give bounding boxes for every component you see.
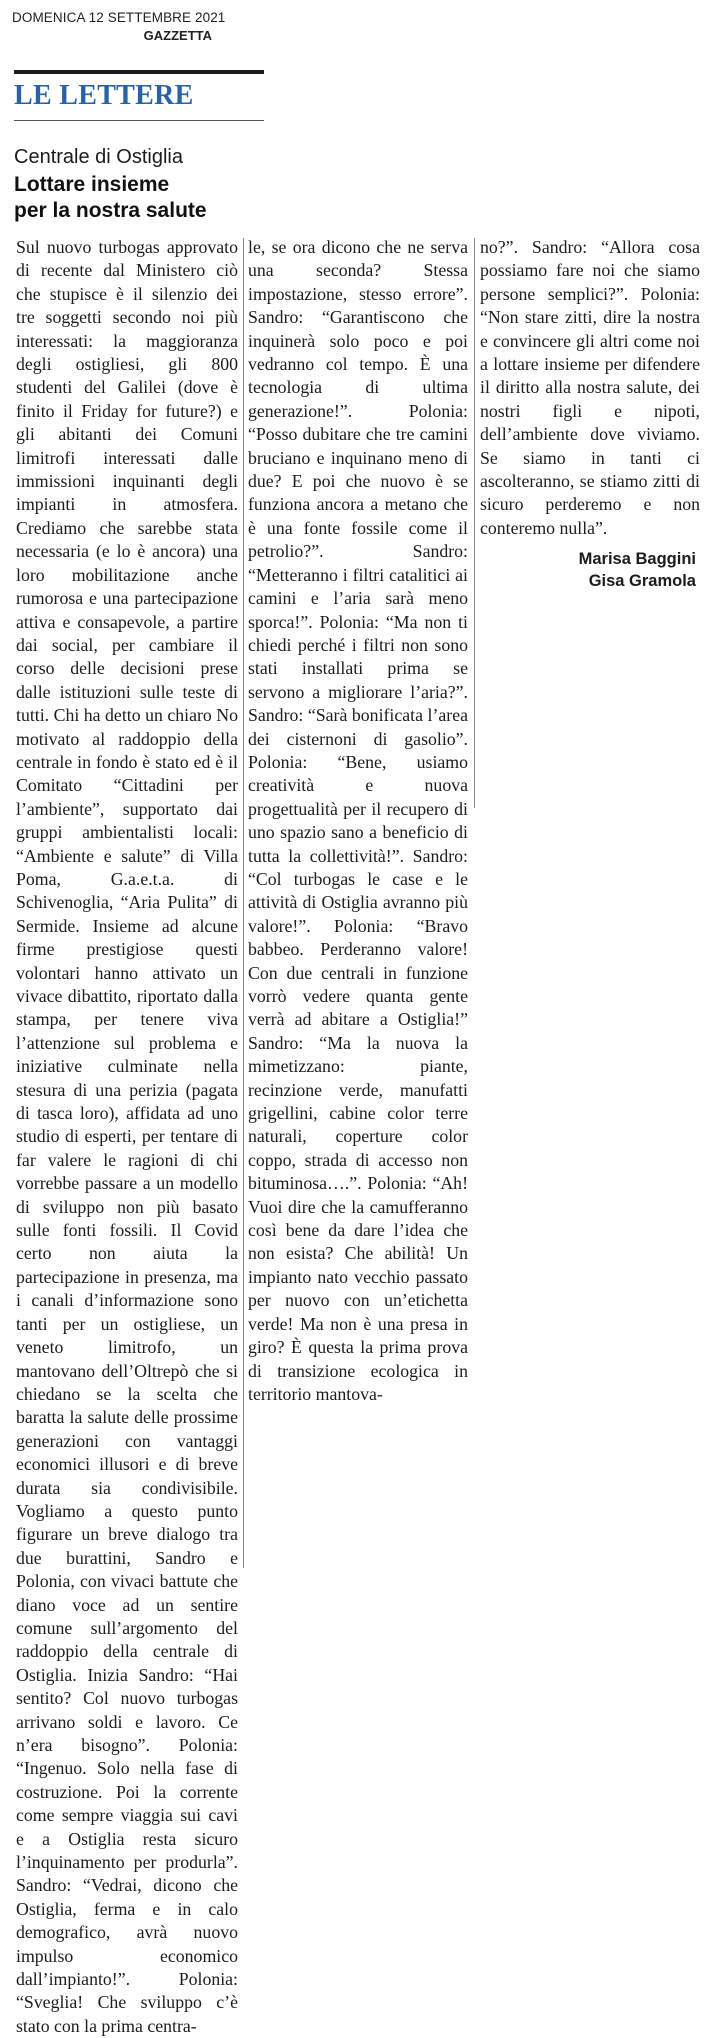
column-divider xyxy=(243,238,244,1568)
headline-line-2: per la nostra salute xyxy=(14,199,207,222)
signature-author-2: Gisa Gramola xyxy=(588,572,696,591)
newspaper-name: GAZZETTA xyxy=(143,28,212,43)
article-column-3-wrapper xyxy=(480,236,700,592)
masthead xyxy=(12,10,226,43)
column-divider xyxy=(474,238,475,808)
issue-date: DOMENICA 12 SETTEMBRE 2021 xyxy=(12,10,226,25)
article-column-3: no?”. Sandro: “Allora cosa possiamo fare noi che siamo persone semplici?”. Polonia: “Non stare zitti, dire la nostra e convincere gli altri come noi a lottare insieme per difendere il diritto alla nostra salute, dei nostri figli e nipoti, dell’ambiente dove viviamo. Se siamo in tanti ci ascolteranno, se stiamo zitti di sicuro perderemo e non conteremo nulla”. xyxy=(480,237,700,538)
article-kicker: Centrale di Ostiglia xyxy=(14,146,183,168)
section-bottom-rule xyxy=(14,120,264,121)
article-column-2: le, se ora dicono che ne serva una seconda? Stessa impostazione, stesso errore”. Sandro: “Garantiscono che inquinerà solo poco e poi vedranno col tempo. È una tecnologia di ultima generazione!”. Polonia: “Posso dubitare che tre camini bruciano e inquinano meno di due? E poi che nuovo è se funziona ancora a metano che è una fonte fossile come il petrolio?”. Sandro: “Metteranno i filtri catalitici ai camini e l’aria sarà meno sporca!”. Polonia: “Ma non ti chiedi perché i filtri non sono stati installati prima se servono a migliorare l’aria?”. Sandro: “Sarà bonificata l’area dei cisternoni di gasolio”. Polonia: “Bene, usiamo creatività e nuova progettualità per il recupero di uno spazio sano a beneficio di tutta la collettività!”. Sandro: “Col turbogas le case e le attività di Ostiglia avranno più valore!”. Polonia: “Bravo babbeo. Perderanno valore! Con due centrali in funzione vorrò vedere quanta gente verrà ad abitare a Ostiglia!” Sandro: “Ma la nuova la mimetizzano: piante, recinzione verde, manufatti grigellini, cabine color terre naturali, coperture color coppo, strada di accesso non bituminosa….”. Polonia: “Ah! Vuoi dire che la camufferanno così bene da dare l’idea che non esista? Che abilità! Un impianto nato vecchio passato per nuovo con un’etichetta verde! Ma non è una presa in giro? È questa la prima prova di transizione ecologica in territorio mantova- xyxy=(248,237,468,1404)
signature-author-1: Marisa Baggini xyxy=(578,550,696,569)
article-column-1: Sul nuovo turbogas approvato di recente dal Ministero ciò che stupisce è il silenzio dei tre soggetti secondo noi più interessati: la maggioranza degli ostigliesi, gli 800 studenti del Galilei (dove è finito il Friday for future?) e gli abitanti dei Comuni limitrofi interessati dalle immissioni inquinanti degli impianti in atmosfera. Crediamo che sarebbe stata necessaria (e lo è ancora) una loro mobilitazione anche rumorosa e una partecipazione attiva e consapevole, a partire dai social, per cambiare il corso delle decisioni prese dalle istituzioni sulle teste di tutti. Chi ha detto un chiaro No motivato al raddoppio della centrale in fondo è stato ed è il Comitato “Cittadini per l’ambiente”, supportato dai gruppi ambientalisti locali: “Ambiente e salute” di Villa Poma, G.a.e.t.a. di Schivenoglia, “Aria Pulita” di Sermide. Insieme ad alcune firme prestigiose questi volontari hanno attivato un vivace dibattito, riportato dalla stampa, per tenere viva l’attenzione sul problema e iniziative culminate nella stesura di una perizia (pagata di tasca loro), affidata ad uno studio di esperti, per tentare di far valere le ragioni di chi vorrebbe passare a un modello di sviluppo non più basato sulle fonti fossili. Il Covid certo non aiuta la partecipazione in presenza, ma i canali d’informazione sono tanti per un ostigliese, un veneto limitrofo, un mantovano dell’Oltrepò che si chiedano se la scelta che baratta la salute delle prossime generazioni con vantaggi economici illusori e di breve durata sia condivisibile. Vogliamo a questo punto figurare un breve dialogo tra due burattini, Sandro e Polonia, con vivaci battute che diano voce ad un sentire comune sull’argomento del raddoppio della centrale di Ostiglia. Inizia Sandro: “Hai sentito? Col nuovo turbogas arrivano soldi e lavoro. Ce n’era bisogno”. Polonia: “Ingenuo. Solo nella fase di costruzione. Poi la corrente come sempre viaggia sui cavi e a Ostiglia resta sicuro l’inquinamento per produrla”. Sandro: “Vedrai, dicono che Ostiglia, ferma e in calo demografico, avrà nuovo impulso economico dall’impianto!”. Polonia: “Sveglia! Che sviluppo c’è stato con la prima centra- xyxy=(16,237,238,2036)
section-top-rule xyxy=(14,70,264,74)
headline-line-1: Lottare insieme xyxy=(14,173,170,196)
article-headline xyxy=(14,172,207,224)
section-title: LE LETTERE xyxy=(14,80,194,111)
